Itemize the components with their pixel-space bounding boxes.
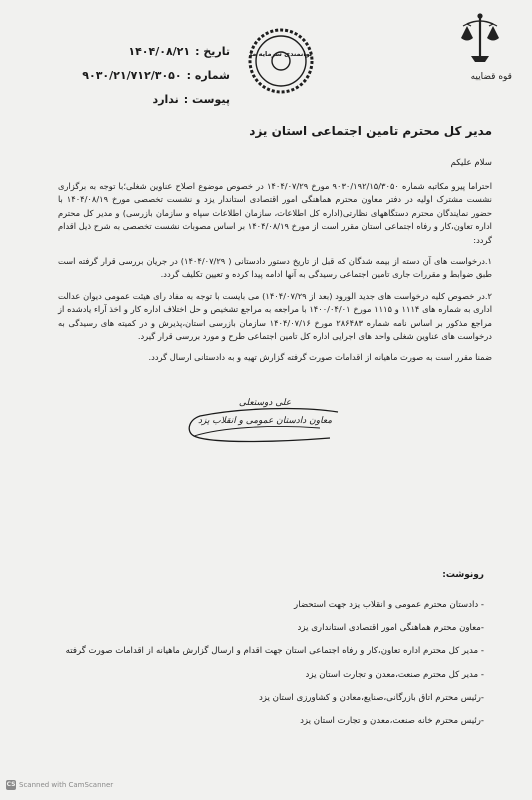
scanner-text: Scanned with CamScanner — [19, 781, 114, 789]
paragraph-intro: احتراما پیرو مکاتبه شماره ۹۰۳۰/۱۹۲/۱۵/۳۰۵۰ مورخ ۱۴۰۴/۰۷/۲۹ در خصوص موضوع اصلاح عناوین شغلی؛با توجه به برگزاری نشست مشترک اولیه در دفتر معاون محترم هماهنگی امور اقتصادی استاندار یزد و نشست تخصصی مورخ ۱۴۰۴/۰۸/۱۹ با حضور نمایندگان محترم دستگاههای نظارتی(اداره کل اطلاعات، سازمان اطلاعات سپاه و سازمان بازرسی) و مدیر کل محترم اداره تعاون،کار و رفاه اجتماعی استان مقرر است از مورخ ۱۴۰۴/۰۸/۱۹ بر اساس مصوبات نشست تخصصی به شرح ذیل اقدام گردد: — [58, 181, 492, 245]
camscanner-icon: CS — [6, 781, 16, 788]
letter-body — [58, 180, 492, 373]
copy-item: -رئیس محترم اتاق بازرگانی،صنایع،معادن و کشاورزی استان یزد — [258, 692, 484, 703]
date-value: ۱۴۰۴/۰۸/۲۱ — [128, 45, 191, 58]
copies-list — [60, 594, 484, 733]
signature-block — [180, 398, 350, 458]
recipient-line: مدیر کل محترم تامین اجتماعی استان یزد — [249, 124, 492, 138]
paragraph-closing: ضمنا مقرر است به صورت ماهیانه از اقدامات صورت گرفته گزارش تهیه و به دادستانی ارسال گردد. — [148, 352, 492, 363]
judiciary-emblem — [448, 12, 512, 92]
copies-title: رونوشت: — [442, 570, 484, 580]
scales-of-justice-icon — [457, 12, 503, 68]
number-row — [80, 64, 230, 88]
scanner-watermark — [6, 780, 113, 790]
copy-item: -معاون محترم هماهنگی امور اقتصادی استانداری یزد — [297, 623, 484, 634]
emblem-caption: قوه قضاییه — [470, 72, 512, 82]
attachment-label: پیوست : — [183, 93, 230, 106]
greeting: سلام علیکم — [450, 158, 492, 168]
paragraph-item-2: ۲.در خصوص کلیه درخواست های جدید الورود (بعد از ۱۴۰۴/۰۷/۲۹) می بایست با توجه به مفاد رای هیئت عمومی دیوان عدالت اداری به شماره های ۱۱۱۴ و ۱۱۱۵ مورخ ۱۴۰۰/۰۴/۰۱ با مراجعه به مراجع تشخیص و حل اختلاف اداره کار و اخذ آراء یادشده از مراجع مذکور بر اساس نامه شماره ۲۸۶۴۸۳ مورخ ۱۴۰۴/۰۷/۱۶ سازمان بازرسی استان،پذیرش و در کمیته های رسیدگی به درخواست های عناوین شغلی واحد های اجرایی اداره کل تامین اجتماعی طرح و مورد بررسی قرار گیرد. — [58, 290, 492, 342]
number-label: شماره : — [186, 69, 230, 82]
copy-item: - دادستان محترم عمومی و انقلاب یزد جهت استحضار — [294, 600, 484, 610]
signer-name: علی دوستعلی — [238, 398, 292, 408]
date-label: تاریخ : — [195, 45, 230, 58]
copy-item: -رئیس محترم خانه صنعت،معدن و تجارت استان یزد — [300, 715, 484, 726]
signer-title: معاون دادستان عمومی و انقلاب یزد — [197, 416, 333, 426]
letter-metadata — [80, 40, 230, 112]
copy-item: - مدیر کل محترم اداره تعاون،کار و رفاه اجتماعی استان جهت اقدام و ارسال گزارش ماهیانه از اقدامات صورت گرفته — [65, 646, 484, 657]
date-row — [80, 40, 230, 64]
seal-text: توانمندی سرمایه ما — [249, 50, 313, 58]
paragraph-item-1: ۱.درخواست های آن دسته از بیمه شدگان که قبل از تاریخ دستور دادستانی ( ۱۴۰۴/۰۷/۲۹) در جریان بررسی قرار گرفته است طبق ضوابط و مقررات جاری تامین اجتماعی رسیدگی به آنها ادامه پیدا کرده و تعیین تکلیف گردد. — [58, 256, 492, 280]
attachment-row — [80, 88, 230, 112]
number-value: ۹۰۳۰/۲۱/۷۱۲/۳۰۵۰ — [82, 69, 182, 82]
copy-item: - مدیر کل محترم صنعت،معدن و تجارت استان یزد — [305, 669, 484, 680]
organization-seal — [248, 28, 314, 94]
attachment-value: ندارد — [152, 93, 179, 106]
